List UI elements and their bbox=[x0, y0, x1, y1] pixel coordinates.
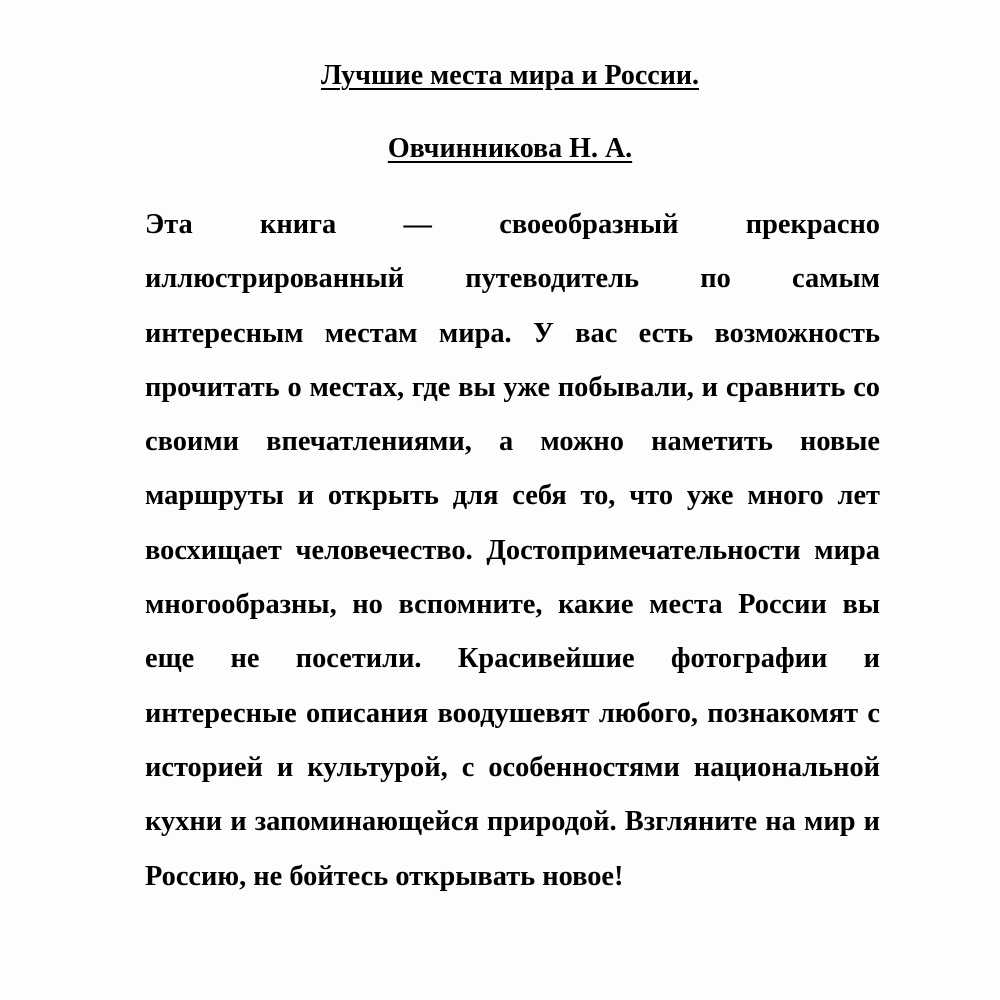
book-author: Овчинникова Н. А. bbox=[387, 133, 633, 164]
book-description: Эта книга — своеобразный прекрасно иллюстрированный путеводитель по самым интересным местам мира. У вас есть возможность прочитать о местах, где вы уже побывали, и сравнить со своими впечатлениями, а можно наметить новые маршруты и открыть для себя то, что уже много лет восхищает человечество. Достопримечательности мира многообразны, но вспомните, какие места России вы еще не посетили. Красивейшие фотографии и интересные описания воодушевят любого, познакомят с историей и культурой, с особенностями национальной кухни и запоминающейся природой. Взгляните на мир и Россию, не бойтесь открывать новое! bbox=[145, 209, 880, 892]
book-title: Лучшие места мира и России. bbox=[321, 60, 699, 91]
